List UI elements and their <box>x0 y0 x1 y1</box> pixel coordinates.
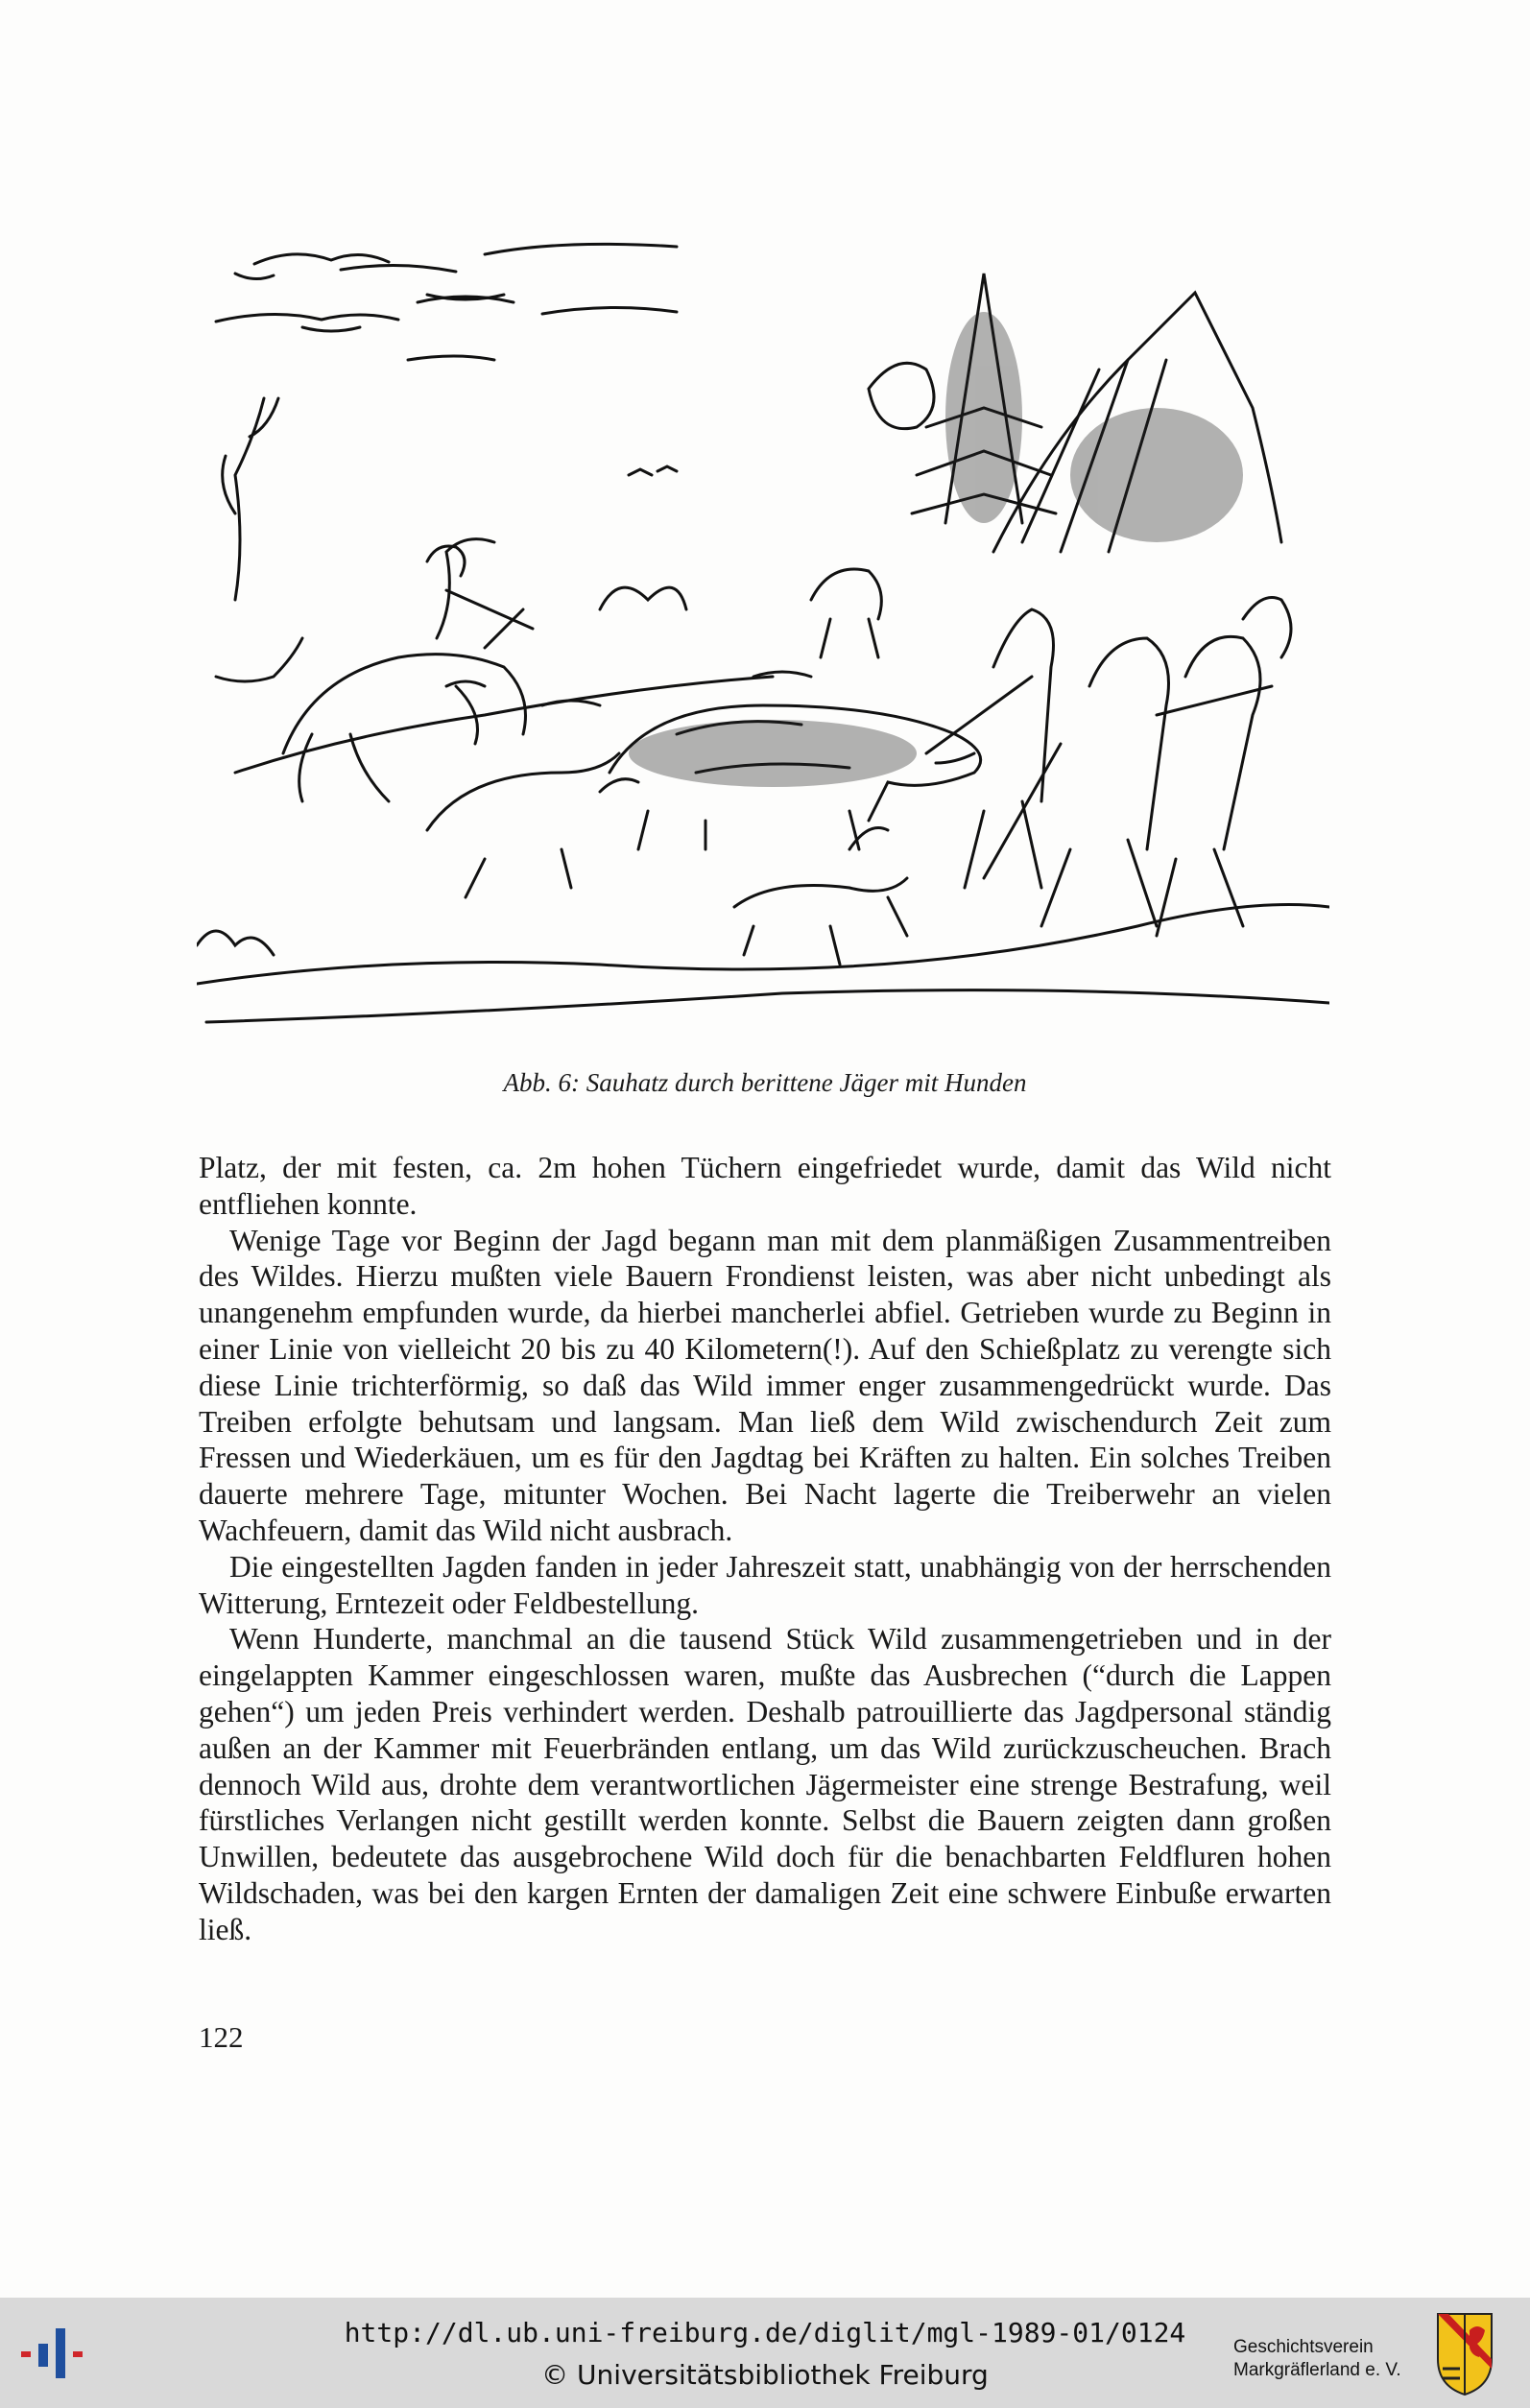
body-text <box>199 1150 1331 1948</box>
document-url-link[interactable]: http://dl.ub.uni-freiburg.de/diglit/mgl-1989-01/0124 <box>344 2317 1186 2348</box>
society-name <box>1233 2336 1425 2382</box>
hunting-scene-illustration <box>197 235 1329 1032</box>
copyright-text: © Universitätsbibliothek Freiburg <box>541 2359 989 2391</box>
society-name-line2: Markgräflerland e. V. <box>1233 2360 1401 2380</box>
paragraph: Wenige Tage vor Beginn der Jagd begann man mit dem planmäßigen Zusammentreiben des Wildes. Hierzu mußten viele Bauern Frondienst leisten, was aber nicht unbedingt als unangenehm empfunden wurde, da hierbei mancherlei abfiel. Getrieben wurde zu Beginn in einer Linie von vielleicht 20 bis zu 40 Kilometern(!). Auf den Schießplatz zu verengte sich diese Linie trichterförmig, so daß das Wild immer enger zusammengedrückt wurde. Das Treiben erfolgte behutsam und langsam. Man ließ dem Wild zwischendurch Zeit zum Fressen und Wiederkäuen, um es für den Jagdtag bei Kräften zu halten. Ein solches Treiben dauerte mehrere Tage, mitunter Wochen. Bei Nacht lagerte die Treiberwehr an vielen Wachfeuern, damit das Wild nicht ausbrach. <box>199 1223 1331 1547</box>
figure-caption: Abb. 6: Sauhatz durch berittene Jäger mit Hunden <box>503 1068 1027 1097</box>
society-name-line1: Geschichtsverein <box>1233 2337 1374 2357</box>
paragraph: Die eingestellten Jagden fanden in jeder Jahreszeit statt, unabhängig von der herrschenden Witterung, Erntezeit oder Feldbestellung. <box>199 1549 1331 1620</box>
woodcut-engraving <box>197 235 1329 1032</box>
paragraph: Platz, der mit festen, ca. 2m hohen Tüchern eingefriedet wurde, damit das Wild nicht entfliehen konnte. <box>199 1151 1331 1221</box>
viewer-footer <box>0 2298 1530 2408</box>
coat-of-arms-icon <box>1435 2311 1494 2397</box>
paragraph: Wenn Hunderte, manchmal an die tausend Stück Wild zusammengetrieben und in der eingelappten Kammer eingeschlossen waren, mußte das Ausbrechen (“durch die Lappen gehen“) um jeden Preis verhindert werden. Deshalb patrouillierte das Jagdpersonal ständig außen an der Kammer mit Feuerbränden entlang, um das Wild zurückzuscheuchen. Brach dennoch Wild aus, drohte dem verantwortlichen Jägermeister eine strenge Bestrafung, weil fürstliches Verlangen nicht gestillt werden konnte. Selbst die Bauern zeigten dann großen Unwillen, bedeutete das ausgebrochene Wild doch für die benachbarten Feldfluren hohen Wildschaden, was bei den kargen Ernten der damaligen Zeit eine schwere Einbuße erwarten ließ. <box>199 1622 1331 1946</box>
page-number: 122 <box>199 2020 244 2054</box>
